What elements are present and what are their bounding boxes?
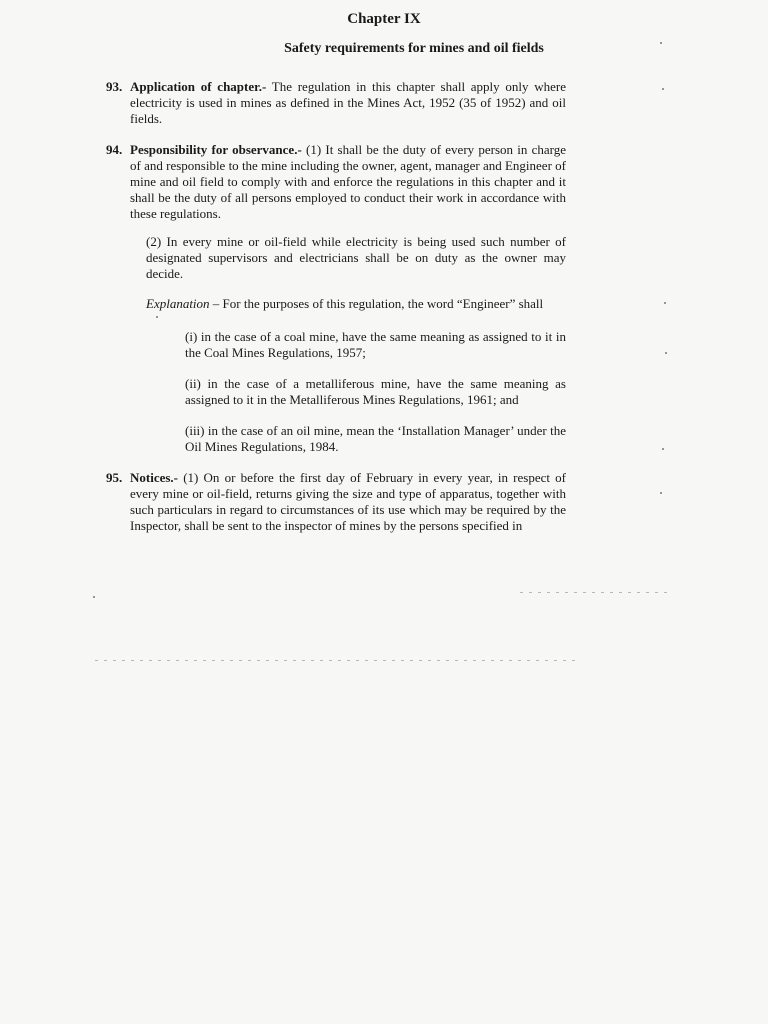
scan-noise-line: [520, 592, 670, 593]
explanation-label: Explanation: [146, 296, 210, 311]
section-94-number: 94.: [106, 142, 123, 157]
explanation-item-iii: (iii) in the case of an oil mine, mean the ‘Installation Manager’ under the Oil Mines Regulations, 1984.: [185, 423, 566, 454]
chapter-subtitle: Safety requirements for mines and oil fields: [284, 41, 544, 56]
scan-speck: [660, 42, 662, 44]
section-94-paragraph: [130, 142, 566, 222]
section-95-paragraph: [130, 470, 566, 534]
scan-speck: [660, 492, 662, 494]
section-94-explanation: [146, 296, 566, 312]
section-95-number: 95.: [106, 470, 123, 485]
explanation-item-i: (i) in the case of a coal mine, have the same meaning as assigned to it in the Coal Mines Regulations, 1957;: [185, 329, 566, 360]
section-93-text: The regulation in this chapter shall apply only where electricity is used in mines as defined in the Mines Act, 1952 (35 of 1952) and oil fields.: [130, 79, 566, 126]
section-93-number: 93.: [106, 79, 123, 94]
explanation-text: – For the purposes of this regulation, the word “Engineer” shall: [209, 296, 544, 311]
chapter-title: Chapter IX: [347, 11, 421, 27]
section-95-text: (1) On or before the first day of February in every year, in respect of every mine or oil-field, returns giving the size and type of apparatus, together with such particulars in regard to circumstances of its use which may be required by the Inspector, shall be sent to the inspector of mines by the persons specified in: [130, 470, 566, 533]
scan-noise-line: [95, 660, 575, 661]
section-94-subsection-2: (2) In every mine or oil-field while electricity is being used such number of designated supervisors and electricians shall be on duty as the owner may decide.: [146, 234, 566, 281]
explanation-item-ii: (ii) in the case of a metalliferous mine, have the same meaning as assigned to it in the Metalliferous Mines Regulations, 1961; and: [185, 376, 566, 407]
section-94-heading: Pesponsibility for observance.-: [130, 142, 302, 157]
section-95-heading: Notices.-: [130, 470, 179, 485]
section-93-paragraph: [130, 79, 566, 127]
scan-speck: [662, 448, 664, 450]
section-93-heading: Application of chapter.-: [130, 79, 267, 94]
scan-speck: [665, 352, 667, 354]
scan-speck: [664, 302, 666, 304]
scan-speck: [662, 88, 664, 90]
scan-speck: [93, 596, 95, 598]
section-94-text: (1) It shall be the duty of every person in charge of and responsible to the mine including the owner, agent, manager and Engineer of mine and oil field to comply with and enforce the regulations in this chapter and it shall be the duty of all persons employed to conduct their work in accordance with these regulations.: [130, 142, 566, 221]
scan-speck: [156, 316, 158, 318]
